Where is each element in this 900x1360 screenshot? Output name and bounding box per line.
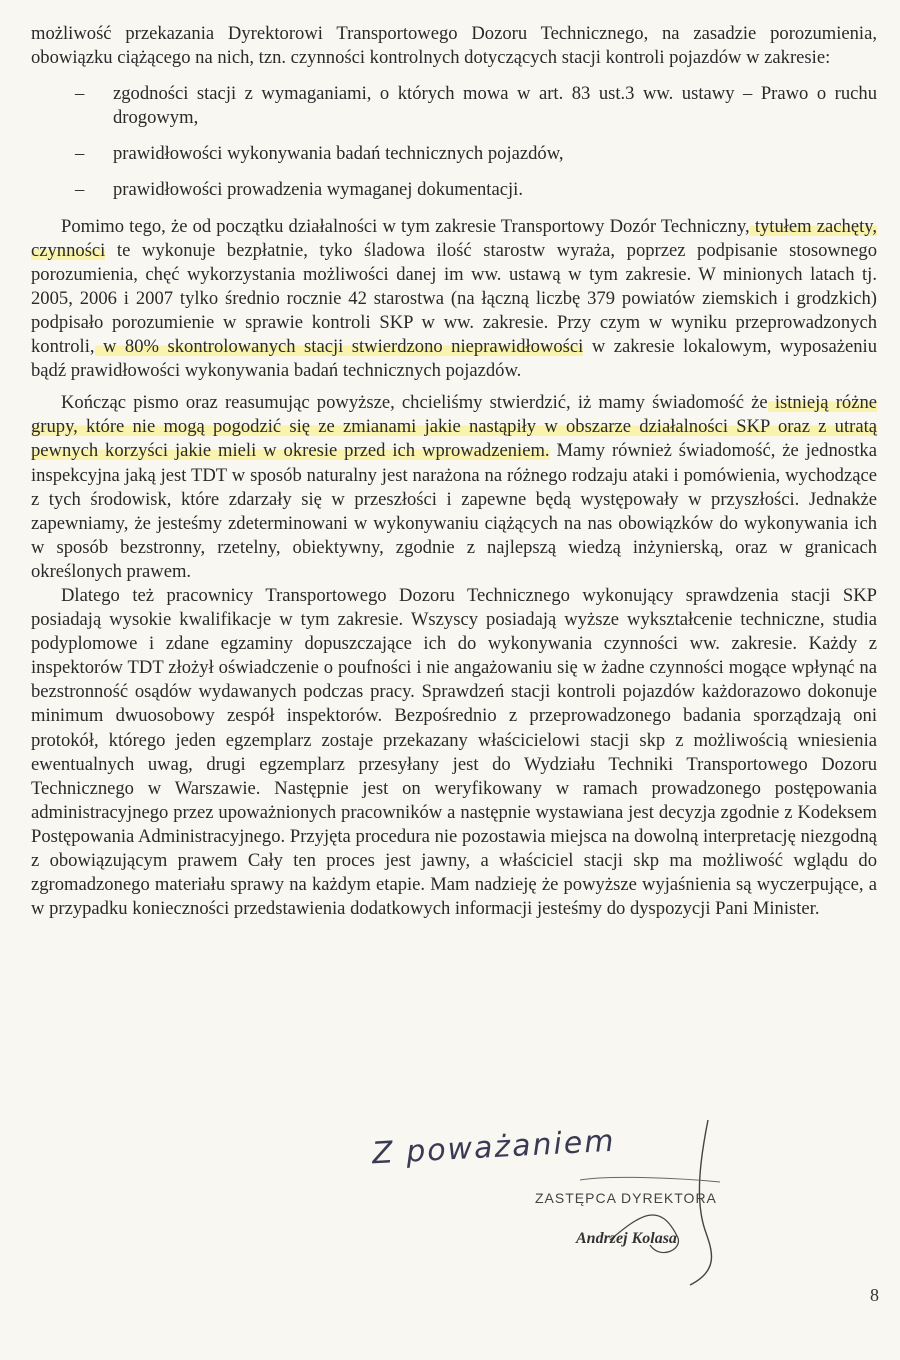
list-dash: – <box>75 83 85 105</box>
paragraph-summary: Kończąc pismo oraz reasumując powyższe, chcieliśmy stwierdzić, iż mamy świadomość że istnieją różne grupy, które nie mogą pogodzić się ze zmianami jakie nastąpiły w obszarze działalności SKP oraz z utratą pewnych korzyści jakie mieli w okresie przed ich wprowadzeniem. Mamy również świadomość, że jednostka inspekcyjna jaką jest TDT w sposób naturalny jest narażona na różnego rodzaju ataki i pomówienia, wychodzące z tych środowisk, które zdarzały się w przeszłości i zapewne będą występowały w przyszłości. Jednakże zapewniamy, że jesteśmy zdeterminowani w wykonywaniu ciążących na nas obowiązków do wykonywania ich w sposób bezstronny, rzetelny, obiektywny, zgodnie z najlepszą wiedzą inżynierską, oraz w granicach określonych prawem. <box>31 392 877 582</box>
letter-body <box>31 22 877 921</box>
highlighted-text: tytułem zachęty, czynności <box>31 215 877 261</box>
list-item: – zgodności stacji z wymaganiami, o których mowa w art. 83 ust.3 ww. ustawy – Prawo o ruchu drogowym, <box>75 83 877 129</box>
scope-list <box>31 82 877 202</box>
stamp-name: Andrzej Kolasa <box>576 1230 677 1247</box>
paragraph-qualifications: Dlatego też pracownicy Transportowego Dozoru Technicznego wykonujący sprawdzenia stacji SKP posiadają wysokie kwalifikacje w tym zakresie. Wszyscy posiadają wyższe wykształcenie techniczne, studia podyplomowe i zdane egzaminy dopuszczające ich do wykonywania czynności ww. zakresie. Każdy z inspektorów TDT złożył oświadczenie o poufności i nie angażowaniu się w żadne czynności mogące wpłynąć na bezstronność osądów wydawanych podczas pracy. Sprawdzeń stacji kontroli pojazdów każdorazowo dokonuje minimum dwuosobowy zespół inspektorów. Bezpośrednio z przeprowadzonego badania sporządzają oni protokół, którego jeden egzemplarz zostaje przekazany właścicielowi stacji skp z możliwością wniesienia ewentualnych uwag, drugi egzemplarz przesyłany jest do Wydziału Techniki Transportowego Dozoru Technicznego w Warszawie. Następnie jest on weryfikowany w ramach prowadzonego postępowania administracyjnego przez upoważnionych pracowników a następnie wystawiana jest decyzja zgodnie z Kodeksem Postępowania Administracyjnego. Przyjęta procedura nie pozostawia miejsca na dowolną interpretację niezgodną z obowiązującym prawem Cały ten proces jest jawny, a właściciel stacji skp ma możliwość wglądu do zgromadzonego materiału sprawy na każdym etapie. Mam nadzieję że powyższe wyjaśnienia są wyczerpujące, a w przypadku konieczności przedstawienia dodatkowych informacji jesteśmy do dyspozycji Pani Minister. <box>31 584 877 920</box>
paragraph-control-results: Pomimo tego, że od początku działalności w tym zakresie Transportowy Dozór Techniczny, tytułem zachęty, czynności te wykonuje bezpłatnie, tyko śladowa ilość starostw wyraża, poprzez podpisanie stosownego porozumienia, chęć wykorzystania możliwości danej im ww. ustawą w tym zakresie. W minionych latach tj. 2005, 2006 i 2007 tylko średnio rocznie 42 starostwa (na łączną liczbę 379 powiatów ziemskich i grodzkich) podpisało porozumienie w sprawie kontroli SKP w ww. zakresie. Przy czym w wyniku przeprowadzonych kontroli, w 80% skontrolowanych stacji stwierdzono nieprawidłowości w zakresie lokalowym, wyposażeniu bądź prawidłowości wykonywania badań technicznych pojazdów. <box>31 215 878 382</box>
list-dash: – <box>75 179 85 201</box>
opening-paragraph: możliwość przekazania Dyrektorowi Transportowego Dozoru Technicznego, na zasadzie porozumienia, obowiązku ciążącego na nich, tzn. czynności kontrolnych dotyczących stacji kontroli pojazdów w zakresie: <box>31 23 877 69</box>
list-dash: – <box>75 143 85 165</box>
stamp-title: ZASTĘPCA DYREKTORA <box>535 1190 717 1206</box>
signature-block <box>360 1120 780 1290</box>
highlighted-text: istnieją różne grupy, które nie mogą pogodzić się ze zmianami jakie nastąpiły w obszarze działalności SKP oraz z utratą pewnych korzyści jakie mieli w okresie przed ich wprowadzeniem. <box>31 392 877 462</box>
closing-handwritten: Z poważaniem <box>371 1123 617 1172</box>
page-number: 8 <box>870 1285 879 1305</box>
list-item: – prawidłowości wykonywania badań technicznych pojazdów, <box>31 142 877 166</box>
highlighted-text: w 80% skontrolowanych stacji stwierdzono nieprawidłowości <box>94 336 584 358</box>
list-item: – prawidłowości prowadzenia wymaganej dokumentacji. <box>31 178 877 202</box>
